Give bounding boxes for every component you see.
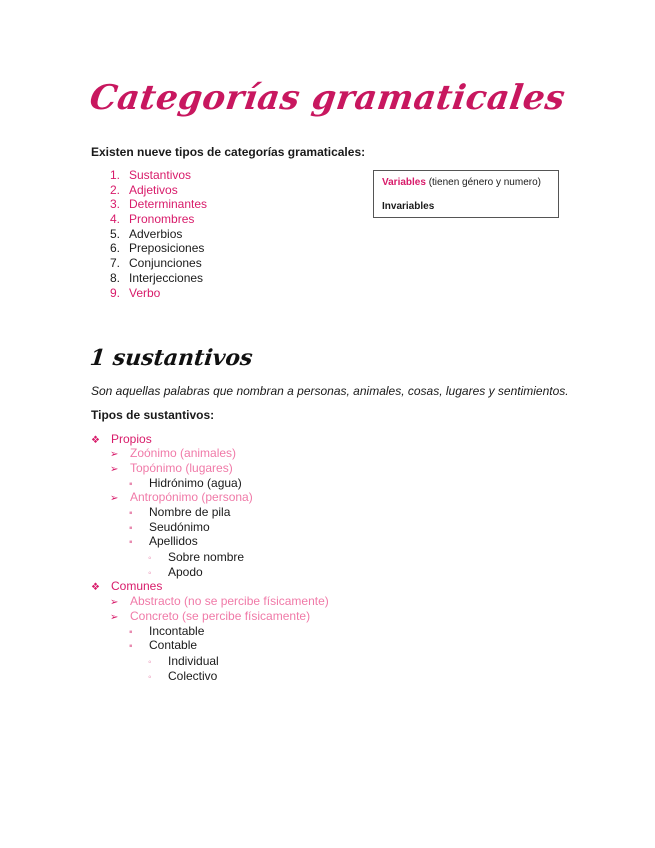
circle-bullet-icon: ◦ — [148, 672, 152, 683]
square-bullet-icon: ▪ — [129, 523, 133, 534]
variables-label: Variables — [382, 177, 426, 188]
list-item: 3. Determinantes — [110, 197, 208, 212]
tree-item-comunes: ❖ Comunes — [91, 579, 163, 593]
tree-item-contable: ▪ Contable — [129, 638, 198, 652]
diamond-bullet-icon: ❖ — [91, 435, 100, 446]
tree-item-apellidos: ▪ Apellidos — [129, 534, 198, 548]
tree-item-concreto: ➢ Concreto (se percibe físicamente) — [110, 609, 311, 623]
list-item: 5. Adverbios — [110, 226, 183, 241]
tree-item-colectivo: ◦ Colectivo — [148, 669, 218, 683]
tree-item-abstracto: ➢ Abstracto (no se percibe físicamente) — [110, 594, 329, 608]
intro-text: Existen nueve tipos de categorías gramaticales: — [91, 145, 366, 159]
circle-bullet-icon: ◦ — [148, 568, 152, 579]
arrow-bullet-icon: ➢ — [110, 464, 119, 475]
square-bullet-icon: ▪ — [129, 627, 133, 638]
section-description: Son aquellas palabras que nombran a personas, animales, cosas, lugares y sentimientos. — [91, 384, 569, 398]
tree-item-apodo: ◦ Apodo — [148, 565, 203, 579]
diamond-bullet-icon: ❖ — [91, 582, 100, 593]
section-title: 1 sustantivos — [88, 345, 254, 371]
tree-item-individual: ◦ Individual — [148, 654, 219, 668]
square-bullet-icon: ▪ — [129, 641, 133, 652]
types-heading: Tipos de sustantivos: — [91, 408, 215, 422]
tree-item-zoonimo: ➢ Zoónimo (animales) — [110, 446, 237, 460]
circle-bullet-icon: ◦ — [148, 657, 152, 668]
tree-item-incontable: ▪ Incontable — [129, 624, 205, 638]
list-item: 1. Sustantivos — [110, 168, 192, 182]
tree-item-antroponimo: ➢ Antropónimo (persona) — [110, 490, 253, 504]
category-list — [110, 168, 207, 300]
tree-item-seudonimo: ▪ Seudónimo — [129, 520, 210, 534]
variables-note: (tienen género y numero) — [425, 177, 541, 188]
square-bullet-icon: ▪ — [129, 508, 133, 519]
list-item: 4. Pronombres — [110, 212, 195, 227]
tree-item-hidronimo: ▪ Hidrónimo (agua) — [129, 476, 242, 490]
tree-item-sobre-nombre: ◦ Sobre nombre — [148, 550, 245, 564]
tree-item-toponimo: ➢ Topónimo (lugares) — [110, 461, 233, 475]
tree-item-propios: ❖ Propios — [91, 432, 152, 446]
square-bullet-icon: ▪ — [129, 537, 133, 548]
arrow-bullet-icon: ➢ — [110, 493, 119, 504]
list-item: 9. Verbo — [110, 285, 161, 300]
list-item: 7. Conjunciones — [110, 256, 202, 271]
list-item: 8. Interjecciones — [110, 270, 204, 285]
variables-box — [373, 170, 559, 218]
square-bullet-icon: ▪ — [129, 479, 133, 490]
page-title: Categorías gramaticales — [87, 78, 568, 118]
arrow-bullet-icon: ➢ — [110, 612, 119, 623]
tree-item-nombre-pila: ▪ Nombre de pila — [129, 505, 231, 519]
circle-bullet-icon: ◦ — [148, 553, 152, 564]
list-item: 2. Adjetivos — [110, 182, 178, 197]
arrow-bullet-icon: ➢ — [110, 449, 119, 460]
arrow-bullet-icon: ➢ — [110, 597, 119, 608]
invariables-label: Invariables — [382, 201, 435, 212]
list-item: 6. Preposiciones — [110, 241, 205, 256]
